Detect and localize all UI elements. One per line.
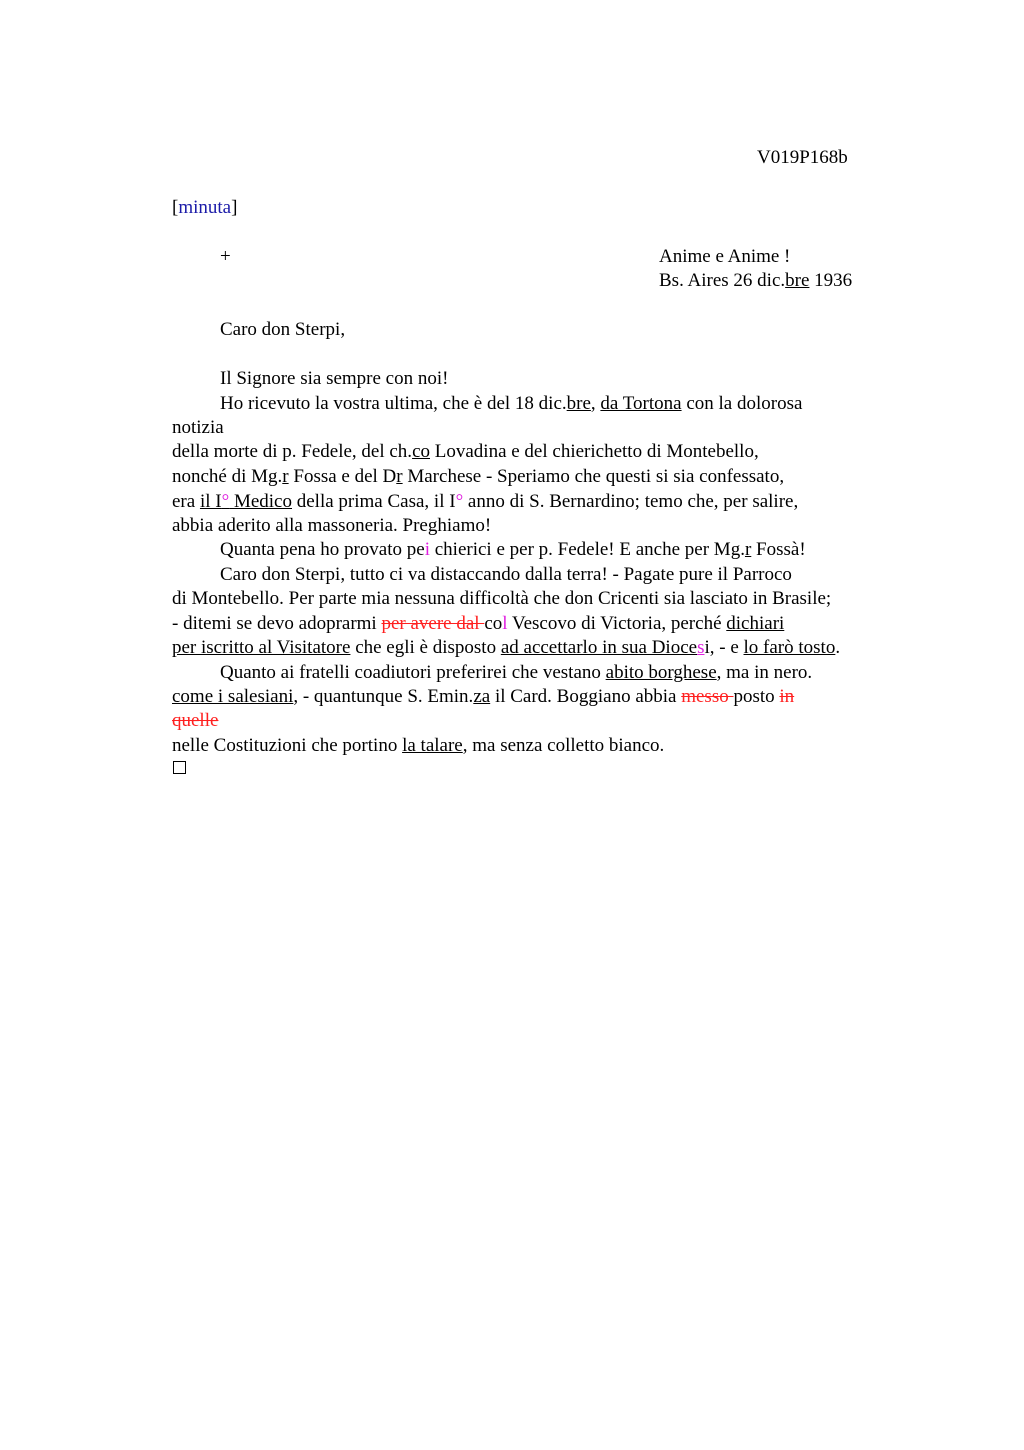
underlined-run: come i salesiani — [172, 686, 294, 707]
body-line-14 — [172, 685, 794, 709]
degree-mark: ° — [221, 491, 230, 512]
body-line-8 — [220, 538, 806, 562]
body-line-11 — [172, 612, 784, 636]
deleted-run: quelle — [172, 710, 219, 731]
text-run: , - e — [709, 637, 744, 658]
body-line-1: Il Signore sia sempre con noi! — [220, 368, 449, 389]
body-line-16 — [172, 734, 664, 758]
underlined-run: co — [412, 441, 430, 462]
text-run: posto — [733, 686, 780, 707]
body-line-2 — [220, 392, 802, 416]
underlined-run: la talare — [402, 735, 463, 756]
text-run: anno di S. Bernardino; temo che, per salire, — [463, 491, 799, 512]
body-line-3: notizia — [172, 417, 224, 438]
body-line-9: Caro don Sterpi, tutto ci va distaccando dalla terra! - Pagate pure il Parroco — [220, 564, 792, 585]
body-line-15 — [172, 709, 218, 733]
underlined-run — [200, 491, 292, 512]
text-run: che egli è disposto — [350, 637, 501, 658]
body-line-12 — [172, 636, 840, 660]
text-run: era — [172, 491, 200, 512]
deleted-run: in — [779, 686, 795, 707]
text-run: Marchese - Speriamo che questi si sia confessato, — [402, 466, 785, 487]
text-run: nonché di Mg. — [172, 466, 283, 487]
underlined-run: r — [282, 466, 289, 487]
underlined-run: za — [473, 686, 491, 707]
inserted-letter: i — [424, 539, 430, 560]
text-run: Medico — [229, 491, 292, 512]
underlined-run: r — [744, 539, 752, 560]
text-run: , ma in nero. — [716, 662, 813, 683]
deleted-run: messo — [681, 686, 734, 707]
text-run: chierici e per p. Fedele! E anche per Mg. — [430, 539, 745, 560]
underlined-run: abito borghese — [605, 662, 717, 683]
inserted-letter: s — [697, 637, 705, 658]
text-run: il Card. Boggiano abbia — [490, 686, 682, 707]
text-run: , ma senza colletto bianco. — [462, 735, 665, 756]
document-id: V019P168b — [757, 147, 848, 168]
text-run: con la dolorosa — [681, 393, 803, 414]
text-run: , — [590, 393, 601, 414]
motto: Anime e Anime ! — [659, 246, 791, 267]
text-run: , - quantunque S. Emin. — [293, 686, 474, 707]
end-box-icon — [173, 761, 186, 774]
inserted-letter: l — [502, 613, 508, 634]
text-run: Vescovo di Victoria, perché — [507, 613, 727, 634]
underlined-run: ad accettarlo in sua Dioce — [500, 637, 698, 658]
dateline-pre: Bs. Aires 26 dic. — [659, 270, 786, 291]
body-line-10: di Montebello. Per parte mia nessuna difficoltà che don Cricenti sia lasciato in Brasile; — [172, 588, 832, 609]
text-run: il I — [199, 491, 222, 512]
dateline-sup: bre — [785, 270, 810, 291]
minuta-label — [172, 196, 237, 220]
underlined-run: da Tortona — [600, 393, 682, 414]
minuta-word: minuta — [178, 197, 232, 218]
text-run: i — [704, 637, 710, 658]
underlined-run: r — [396, 466, 403, 487]
body-line-13 — [220, 661, 812, 685]
text-run: Ho ricevuto la vostra ultima, che è del 18 dic. — [220, 393, 567, 414]
body-line-6 — [172, 490, 798, 514]
text-run: Quanto ai fratelli coadiutori preferirei che vestano — [220, 662, 606, 683]
underlined-run: dichiari — [726, 613, 785, 634]
text-run: Lovadina e del chierichetto di Montebello, — [430, 441, 759, 462]
underlined-run: per iscritto al Visitatore — [172, 637, 351, 658]
underlined-run: lo farò tosto — [743, 637, 836, 658]
text-run: Fossa e del D — [288, 466, 397, 487]
deleted-run: per avere dal — [381, 613, 485, 634]
dateline — [659, 269, 852, 293]
text-run: co — [484, 613, 503, 634]
text-run: Fossà! — [751, 539, 806, 560]
text-run: della morte di p. Fedele, del ch. — [172, 441, 413, 462]
text-run: - ditemi se devo adoprarmi — [172, 613, 382, 634]
text-run: della prima Casa, il I — [292, 491, 456, 512]
cross-mark: + — [220, 246, 231, 267]
body-line-4 — [172, 440, 759, 464]
body-line-5 — [172, 465, 784, 489]
underlined-run: bre — [566, 393, 591, 414]
text-run: . — [835, 637, 841, 658]
degree-mark: ° — [455, 491, 464, 512]
bracket-open: [ — [172, 197, 179, 218]
dateline-post: 1936 — [809, 270, 853, 291]
text-run: nelle Costituzioni che portino — [172, 735, 403, 756]
text-run: Quanta pena ho provato pe — [220, 539, 425, 560]
salutation: Caro don Sterpi, — [220, 319, 346, 340]
body-line-7: abbia aderito alla massoneria. Preghiamo! — [172, 515, 492, 536]
bracket-close: ] — [231, 197, 238, 218]
